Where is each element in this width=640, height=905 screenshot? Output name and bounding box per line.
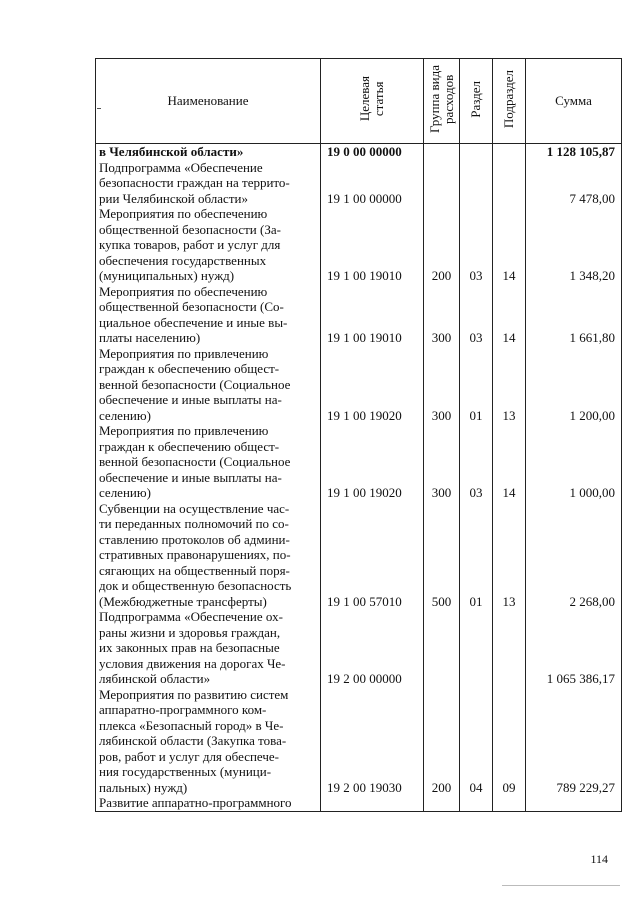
cell-group <box>424 160 460 207</box>
cell-group <box>424 144 460 160</box>
cell-section: 04 <box>460 687 493 796</box>
cell-section <box>460 795 493 811</box>
cell-name: Мероприятия по привлечению граждан к обеспечению общест- венной безопасности (Социальное обеспечение и иные выплаты на- селению) <box>96 346 321 424</box>
cell-code: 19 1 00 19020 <box>321 346 424 424</box>
cell-section: 03 <box>460 206 493 284</box>
table-row <box>96 346 622 424</box>
cell-group: 300 <box>424 346 460 424</box>
cell-name: Мероприятия по привлечению граждан к обеспечению общест- венной безопасности (Социальное обеспечение и иные выплаты на- селению) <box>96 423 321 501</box>
table-row <box>96 144 622 160</box>
cell-subsection: 14 <box>493 284 526 346</box>
cell-subsection <box>493 160 526 207</box>
table-row <box>96 423 622 501</box>
cell-code: 19 1 00 19020 <box>321 423 424 501</box>
cell-section: 03 <box>460 423 493 501</box>
cell-sum: 1 200,00 <box>526 346 622 424</box>
cell-subsection: 13 <box>493 501 526 610</box>
page-number: 114 <box>590 852 608 866</box>
cell-code <box>321 795 424 811</box>
footer-rule <box>502 885 620 886</box>
cell-subsection <box>493 795 526 811</box>
cell-group: 200 <box>424 687 460 796</box>
cell-sum: 1 661,80 <box>526 284 622 346</box>
header-name: Наименование <box>96 59 321 144</box>
cell-code: 19 1 00 19010 <box>321 284 424 346</box>
cell-section: 01 <box>460 501 493 610</box>
cell-code: 19 0 00 00000 <box>321 144 424 160</box>
table-row <box>96 160 622 207</box>
cell-subsection <box>493 609 526 687</box>
cell-group <box>424 795 460 811</box>
cell-sum: 1 000,00 <box>526 423 622 501</box>
cell-section <box>460 144 493 160</box>
cell-sum: 1 065 386,17 <box>526 609 622 687</box>
cell-group <box>424 609 460 687</box>
cell-sum: 789 229,27 <box>526 687 622 796</box>
cell-name: Субвенции на осуществление час- ти переданных полномочий по со- ставлению протоколов об админи- стративных правонарушениях, по- сягающих на общественный поря- док и общественную безопасность (Межбюджетные трансферты) <box>96 501 321 610</box>
table-row <box>96 609 622 687</box>
cell-subsection: 13 <box>493 346 526 424</box>
cell-section: 03 <box>460 284 493 346</box>
cell-name: Мероприятия по развитию систем аппаратно-программного ком- плекса «Безопасный город» в Че- лябинской области (Закупка това- ров, работ и услуг для обеспече- ния государственных (муници- пальных) нужд) <box>96 687 321 796</box>
header-group: Группа вида расходов <box>424 59 460 144</box>
table-row <box>96 795 622 811</box>
table-row <box>96 501 622 610</box>
table-row <box>96 284 622 346</box>
budget-table <box>95 58 622 812</box>
cell-name: Развитие аппаратно-программного <box>96 795 321 811</box>
cell-subsection: 09 <box>493 687 526 796</box>
cell-sum: 2 268,00 <box>526 501 622 610</box>
cell-sum <box>526 795 622 811</box>
cell-code: 19 2 00 00000 <box>321 609 424 687</box>
header-target: Целевая статья <box>321 59 424 144</box>
cell-sum: 7 478,00 <box>526 160 622 207</box>
cell-group: 300 <box>424 423 460 501</box>
cell-name: Мероприятия по обеспечению общественной безопасности (Со- циальное обеспечение и иные вы- платы населению) <box>96 284 321 346</box>
cell-subsection <box>493 144 526 160</box>
cell-section: 01 <box>460 346 493 424</box>
cell-name: Подпрограмма «Обеспечение безопасности граждан на террито- рии Челябинской области» <box>96 160 321 207</box>
cell-group: 500 <box>424 501 460 610</box>
cell-code: 19 1 00 57010 <box>321 501 424 610</box>
cell-subsection: 14 <box>493 423 526 501</box>
table-header-row <box>96 59 622 144</box>
cell-subsection: 14 <box>493 206 526 284</box>
cell-group: 200 <box>424 206 460 284</box>
cell-name: в Челябинской области» <box>96 144 321 160</box>
cell-name: Подпрограмма «Обеспечение ох- раны жизни и здоровья граждан, их законных прав на безопасные условия движения на дорогах Че- лябинской области» <box>96 609 321 687</box>
cell-code: 19 2 00 19030 <box>321 687 424 796</box>
cell-code: 19 1 00 00000 <box>321 160 424 207</box>
table-row <box>96 687 622 796</box>
cell-section <box>460 609 493 687</box>
cell-sum: 1 128 105,87 <box>526 144 622 160</box>
cell-sum: 1 348,20 <box>526 206 622 284</box>
cell-section <box>460 160 493 207</box>
header-subsection: Подраздел <box>493 59 526 144</box>
cell-name: Мероприятия по обеспечению общественной безопасности (За- купка товаров, работ и услуг для обеспечения государственных (муниципальных) нужд) <box>96 206 321 284</box>
cell-group: 300 <box>424 284 460 346</box>
header-section: Раздел <box>460 59 493 144</box>
cell-code: 19 1 00 19010 <box>321 206 424 284</box>
header-sum: Сумма <box>526 59 622 144</box>
table-row <box>96 206 622 284</box>
